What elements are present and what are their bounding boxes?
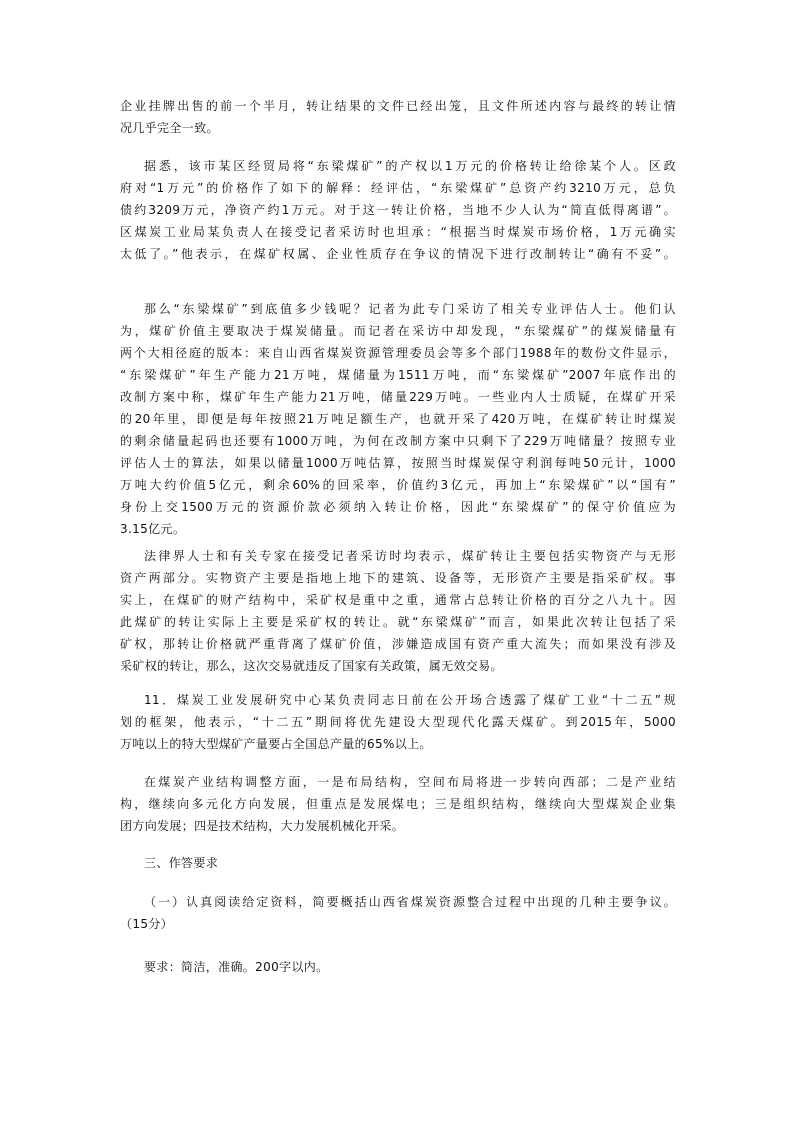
text-line: （一）认真阅读给定资料，简要概括山西省煤炭资源整合过程中出现的几种主要争议。	[144, 895, 676, 909]
paragraph-item-11	[120, 689, 676, 755]
paragraph-legal-opinion	[120, 545, 676, 677]
text-line: 矿权，那转让价格就严重背离了煤矿价值，涉嫌造成国有资产重大流失；而如果没有涉及	[120, 637, 676, 651]
paragraph-continuation	[120, 95, 676, 139]
text-line: 要求：简洁，准确。200字以内。	[144, 960, 329, 974]
paragraph-transfer-price	[120, 155, 676, 265]
paragraph-industry-structure	[120, 771, 676, 837]
text-line: 评估人士的算法，如果以储量1000万吨估算，按照当时煤炭保守利润每吨50元计，1000	[120, 456, 676, 470]
text-line: 太低了。”他表示，在煤矿权属、企业性质存在争议的情况下进行改制转让“确有不妥”。	[120, 247, 676, 261]
question-1	[120, 891, 676, 935]
text-line: 实上，在煤矿的财产结构中，采矿权是重中之重，通常占总转让价格的百分之八九十。因	[120, 593, 676, 607]
text-line: 采矿权的转让，那么，这次交易就违反了国家有关政策，属无效交易。	[120, 659, 503, 673]
text-line: 据悉，该市某区经贸局将“东梁煤矿”的产权以1万元的价格转让给徐某个人。区政	[144, 159, 676, 173]
text-line: （15分）	[120, 917, 174, 931]
section-heading	[120, 852, 676, 874]
text-line: 法律界人士和有关专家在接受记者采访时均表示，煤矿转让主要包括实物资产与无形	[144, 549, 676, 563]
text-line: 身份上交1500万元的资源价款必须纳入转让价格，因此“东梁煤矿”的保守价值应为	[120, 500, 676, 514]
text-line: 团方向发展；四是技术结构，大力发展机械化开采。	[120, 819, 405, 833]
text-line: 11．煤炭工业发展研究中心某负责同志日前在公开场合透露了煤矿工业“十二五”规	[144, 693, 676, 707]
text-line: 3.15亿元。	[120, 522, 186, 536]
text-line: 划的框架，他表示，“十二五”期间将优先建设大型现代化露天煤矿。到2015年，5000	[120, 715, 676, 729]
text-line: 万吨大约价值5亿元，剩余60%的回采率，价值约3亿元，再加上“东梁煤矿”以“国有”	[120, 478, 676, 492]
text-line: 区煤炭工业局某负责人在接受记者采访时也坦承：“根据当时煤炭市场价格，1万元确实	[120, 225, 676, 239]
text-line: 构，继续向多元化方向发展，但重点是发展煤电；三是组织结构，继续向大型煤炭企业集	[120, 797, 676, 811]
text-line: 那么“东梁煤矿”到底值多少钱呢？记者为此专门采访了相关专业评估人士。他们认	[144, 302, 676, 316]
text-line: 府对“1万元”的价格作了如下的解释：经评估，“东梁煤矿”总资产约3210万元，总负	[120, 181, 676, 195]
text-line: 债约3209万元，净资产约1万元。对于这一转让价格，当地不少人认为“简直低得离谱”。	[120, 203, 676, 217]
text-line: 在煤炭产业结构调整方面，一是布局结构，空间布局将进一步转向西部；二是产业结	[144, 775, 676, 789]
text-line: 的20年里，即便是每年按照21万吨足额生产，也就开采了420万吨，在煤矿转让时煤炭	[120, 412, 676, 426]
text-line: 两个大相径庭的版本：来自山西省煤炭资源管理委员会等多个部门1988年的数份文件显示，	[120, 346, 676, 360]
text-line: 改制方案中称，煤矿年生产能力21万吨，储量229万吨。一些业内人士质疑，在煤矿开采	[120, 390, 676, 404]
text-line: 企业挂牌出售的前一个半月，转让结果的文件已经出笼，且文件所述内容与最终的转让情	[120, 99, 676, 113]
paragraph-mine-value	[120, 298, 676, 540]
text-line: 况几乎完全一致。	[120, 121, 219, 135]
text-line: 为，煤矿价值主要取决于煤炭储量。而记者在采访中却发现，“东梁煤矿”的煤炭储量有	[120, 324, 676, 338]
text-line: 的剩余储量起码也还要有1000万吨，为何在改制方案中只剩下了229万吨储量？按照专业	[120, 434, 676, 448]
text-line: “东梁煤矿”年生产能力21万吨，煤储量为1511万吨，而“东梁煤矿”2007年底作出的	[120, 368, 676, 382]
section-heading-text: 三、作答要求	[144, 856, 219, 870]
text-line: 资产两部分。实物资产主要是指地上地下的建筑、设备等，无形资产主要是指采矿权。事	[120, 571, 676, 585]
text-line: 此煤矿的转让实际上主要是采矿权的转让。就“东梁煤矿”而言，如果此次转让包括了采	[120, 615, 676, 629]
text-line: 万吨以上的特大型煤矿产量要占全国总产量的65%以上。	[120, 737, 432, 751]
requirement	[120, 956, 676, 978]
